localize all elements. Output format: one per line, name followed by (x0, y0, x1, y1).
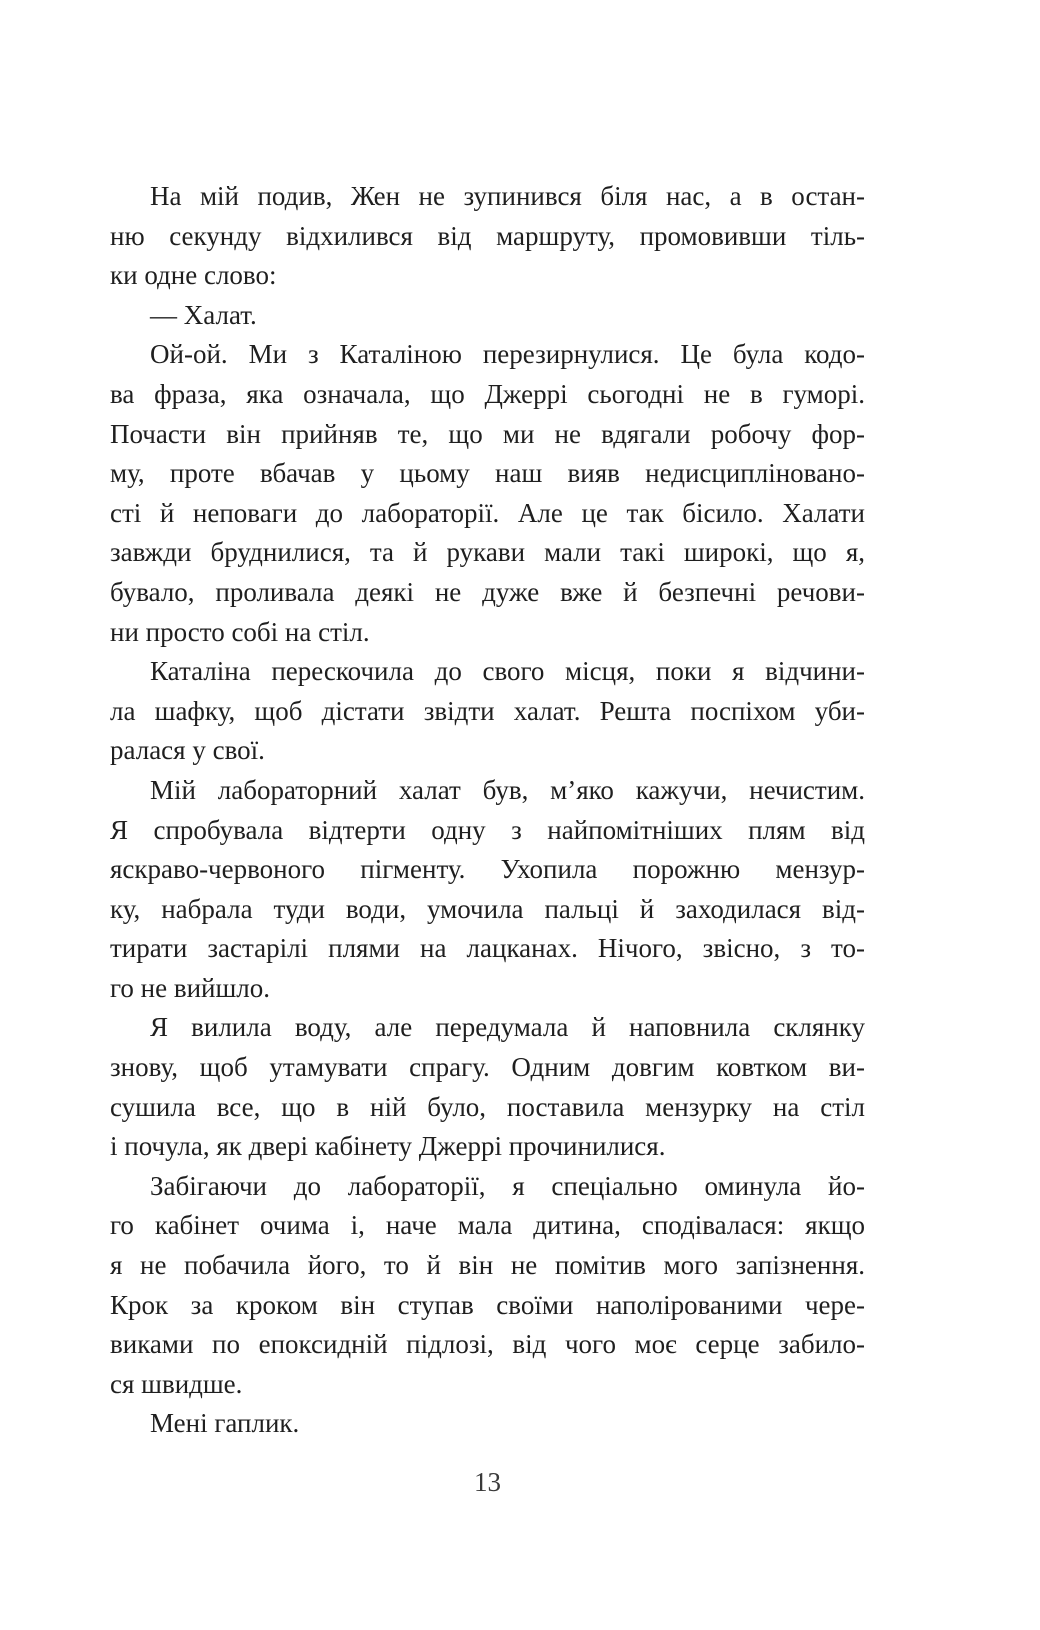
paragraph (110, 1404, 865, 1444)
text-line: Я спробувала відтерти одну з найпомітніших плям від (110, 814, 865, 845)
text-line: Почасти він прийняв те, що ми не вдягали робочу фор- (110, 418, 865, 449)
text-line: го не вийшло. (110, 972, 270, 1003)
paragraph (110, 1008, 865, 1166)
text-line: ки одне слово: (110, 260, 277, 291)
text-line: ла шафку, щоб дістати звідти халат. Решта поспіхом уби- (110, 695, 865, 726)
text-line: сті й неповаги до лабораторії. Але це так бісило. Халати (110, 497, 865, 528)
text-line: му, проте вбачав у цьому наш вияв недисципліновано- (110, 458, 865, 489)
text-line: знову, щоб утамувати спрагу. Одним довгим ковтком ви- (110, 1052, 865, 1083)
text-line: го кабінет очима і, наче мала дитина, сподівалася: якщо (110, 1210, 865, 1241)
paragraph (110, 335, 865, 652)
text-line: виками по епоксидній підлозі, від чого моє серце забило- (110, 1329, 865, 1360)
text-line: тирати застарілі плями на лацканах. Нічого, звісно, з то- (110, 933, 865, 964)
text-line: ку, набрала туди води, умочила пальці й заходилася від- (110, 893, 865, 924)
paragraph (110, 771, 865, 1009)
text-line: Мені гаплик. (150, 1408, 300, 1439)
text-line: яскраво-червоного пігменту. Ухопила порожню мензур- (110, 854, 865, 885)
text-line: Каталіна перескочила до свого місця, поки я відчини- (150, 656, 865, 687)
page-text (110, 177, 865, 1444)
text-line: ва фраза, яка означала, що Джеррі сьогодні не в гуморі. (110, 378, 865, 409)
text-line: Крок за кроком він ступав своїми наполірованими чере- (110, 1289, 865, 1320)
text-line: На мій подив, Жен не зупинився біля нас, а в остан- (150, 181, 865, 211)
text-line: ралася у свої. (110, 735, 265, 766)
paragraph (110, 652, 865, 771)
text-line: — Халат. (150, 299, 257, 330)
paragraph (110, 1167, 865, 1405)
text-line: Я вилила воду, але передумала й наповнила склянку (150, 1012, 865, 1043)
text-line: і почула, як двері кабінету Джеррі прочинилися. (110, 1131, 666, 1162)
text-line: бувало, проливала деякі не дуже вже й безпечні речови- (110, 576, 865, 607)
text-line: ни просто собі на стіл. (110, 616, 370, 647)
text-line: ню секунду відхилився від маршруту, промовивши тіль- (110, 220, 865, 251)
text-line: сушила все, що в ній було, поставила мензурку на стіл (110, 1091, 865, 1122)
text-line: я не побачила його, то й він не помітив мого запізнення. (110, 1250, 865, 1281)
text-line: Ой-ой. Ми з Каталіною перезирнулися. Це була кодо- (150, 339, 865, 370)
paragraph (110, 296, 865, 336)
paragraph (110, 177, 865, 296)
page-number: 13 (474, 1467, 501, 1497)
text-line: завжди бруднилися, та й рукави мали такі широкі, що я, (110, 537, 865, 568)
text-line: Забігаючи до лабораторії, я спеціально оминула йо- (150, 1170, 865, 1201)
text-line: Мій лабораторний халат був, м’яко кажучи, нечистим. (150, 774, 865, 805)
text-line: ся швидше. (110, 1368, 243, 1399)
